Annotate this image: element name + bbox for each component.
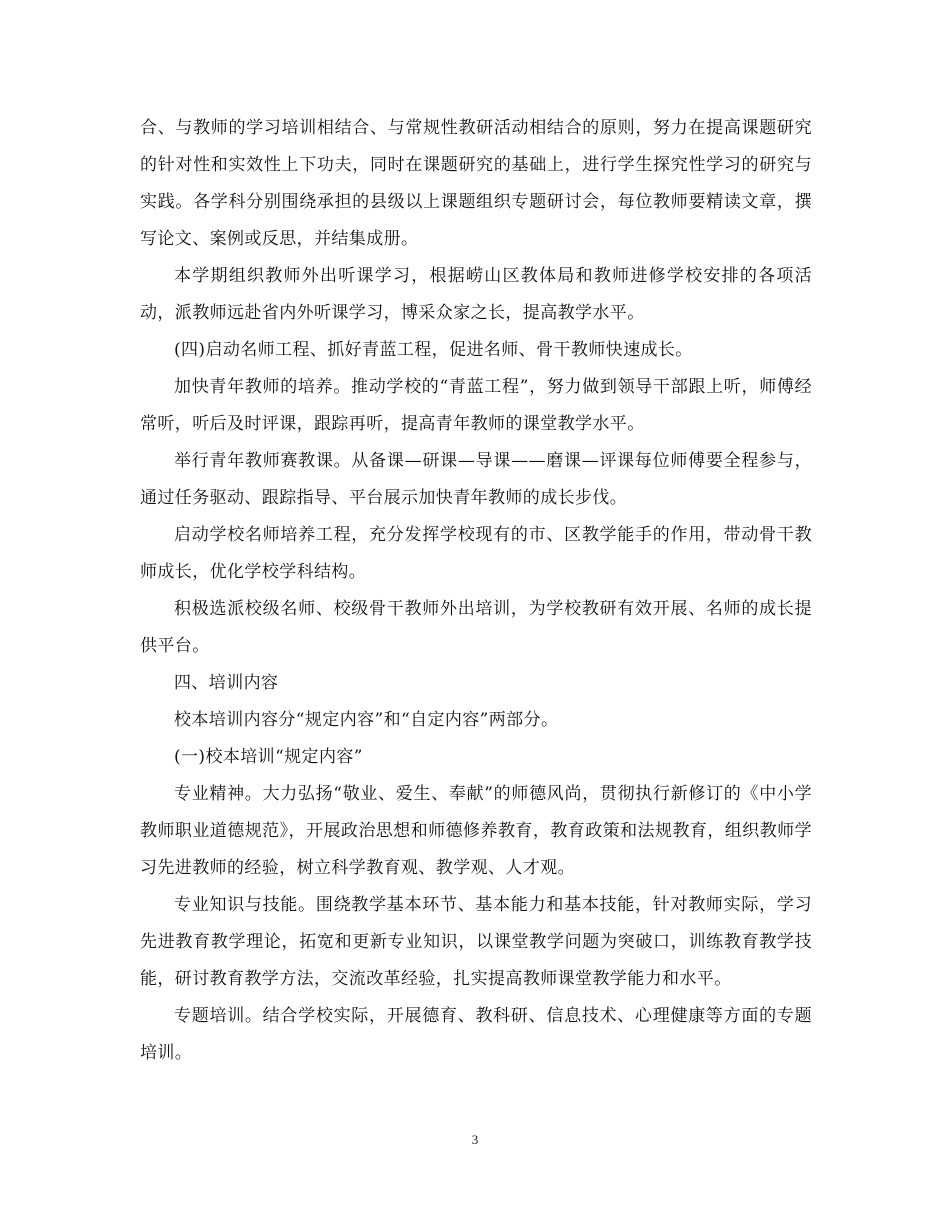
paragraph: 专业精神。大力弘扬“敬业、爱生、奉献”的师德风尚，贯彻执行新修订的《中小学教师职业道德规范》，开展政治思想和师德修养教育，教育政策和法规教育，组织教师学习先进教师的经验，树立科学教育观、教学观、人才观。 [140, 784, 812, 878]
section-heading: (四)启动名师工程、抓好青蓝工程，促进名师、骨干教师快速成长。 [174, 340, 693, 360]
paragraph: 专业知识与技能。围绕教学基本环节、基本能力和基本技能，针对教师实际，学习先进教育教学理论，拓宽和更新专业知识，以课堂教学问题为突破口，训练教育教学技能，研讨教育教学方法，交流改革经验，扎实提高教师课堂教学能力和水平。 [140, 895, 812, 989]
section-heading: (一)校本培训“规定内容” [174, 747, 363, 767]
body-text [140, 110, 812, 1072]
page-number: 3 [471, 1132, 479, 1147]
paragraph: 校本培训内容分“规定内容”和“自定内容”两部分。 [174, 710, 559, 730]
paragraph: 积极选派校级名师、校级骨干教师外出培训，为学校教研有效开展、名师的成长提供平台。 [140, 599, 812, 656]
paragraph: 加快青年教师的培养。推动学校的“青蓝工程”，努力做到领导干部跟上听，师傅经常听，听后及时评课，跟踪再听，提高青年教师的课堂教学水平。 [140, 377, 812, 434]
paragraph: 启动学校名师培养工程，充分发挥学校现有的市、区教学能手的作用，带动骨干教师成长，优化学校学科结构。 [140, 525, 812, 582]
paragraph: 合、与教师的学习培训相结合、与常规性教研活动相结合的原则，努力在提高课题研究的针对性和实效性上下功夫，同时在课题研究的基础上，进行学生探究性学习的研究与实践。各学科分别围绕承担的县级以上课题组织专题研讨会，每位教师要精读文章，撰写论文、案例或反思，并结集成册。 [140, 118, 812, 249]
paragraph: 本学期组织教师外出听课学习，根据崂山区教体局和教师进修学校安排的各项活动，派教师远赴省内外听课学习，博采众家之长，提高教学水平。 [140, 266, 812, 323]
paragraph: 举行青年教师赛教课。从备课—研课—导课——磨课—评课每位师傅要全程参与，通过任务驱动、跟踪指导、平台展示加快青年教师的成长步伐。 [140, 451, 812, 508]
section-heading: 四、培训内容 [174, 673, 279, 693]
paragraph: 专题培训。结合学校实际，开展德育、教科研、信息技术、心理健康等方面的专题培训。 [140, 1006, 812, 1063]
